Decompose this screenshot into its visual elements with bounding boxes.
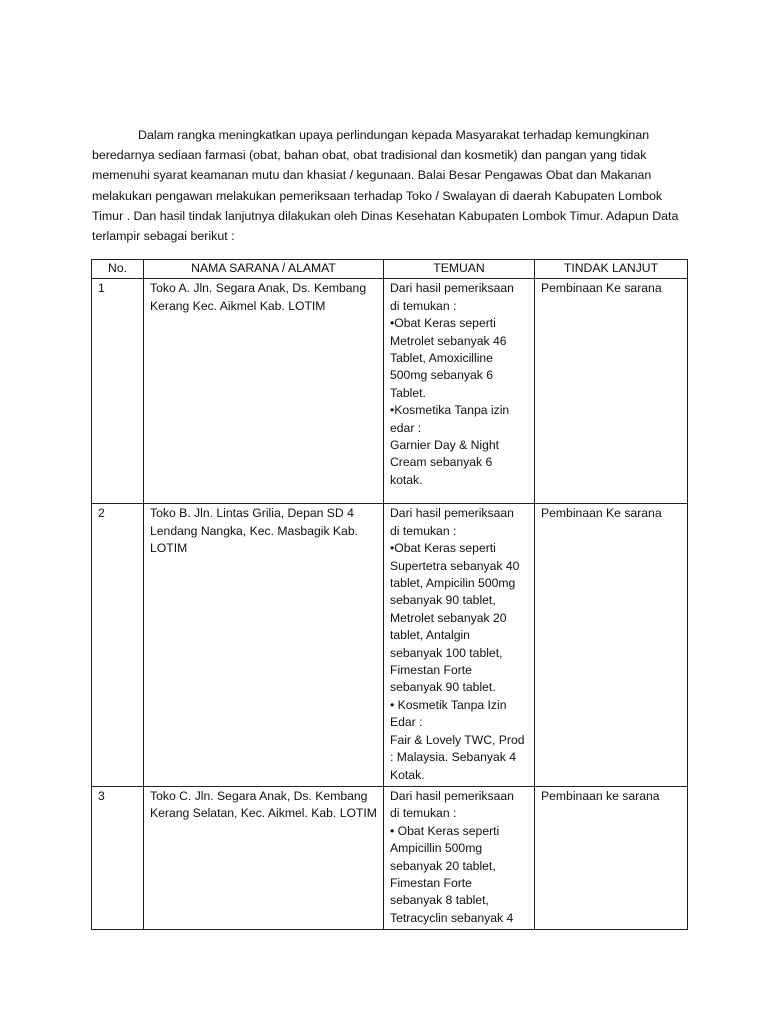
nama-line: Kerang Kec. Aikmel Kab. LOTIM <box>150 298 326 313</box>
intro-paragraph: Dalam rangka meningkatkan upaya perlindungan kepada Masyarakat terhadap kemungkinan beredarnya sediaan farmasi (obat, bahan obat, obat tradisional dan kosmetik) dan pangan yang tidak memenuhi syarat keamanan mutu dan khasiat / kegunaan. Balai Besar Pengawas Obat dan Makanan melakukan pengawan melakukan pemeriksaan terhadap Toko / Swalayan di daerah Kabupaten Lombok Timur . Dan hasil tindak lanjutnya dilakukan oleh Dinas Kesehatan Kabupaten Lombok Timur. Adapun Data terlampir sebagai berikut : <box>92 128 679 244</box>
cell-tindak-lanjut: Pembinaan Ke sarana <box>535 279 688 504</box>
temuan-line: Cream sebanyak 6 <box>390 455 493 470</box>
temuan-line: Metrolet sebanyak 46 <box>390 333 507 348</box>
temuan-line: kotak. <box>390 472 423 487</box>
temuan-line: Dari hasil pemeriksaan <box>390 506 514 521</box>
nama-line: Toko C. Jln. Segara Anak, Ds. Kembang <box>150 788 368 803</box>
cell-nama-sarana <box>144 504 384 787</box>
temuan-line: edar : <box>390 420 422 435</box>
temuan-line: sebanyak 20 tablet, <box>390 858 496 873</box>
cell-tindak-lanjut: Pembinaan ke sarana <box>535 786 688 929</box>
cell-nama-sarana <box>144 786 384 929</box>
temuan-line: Tablet, Amoxicilline <box>390 351 493 366</box>
temuan-line: •Obat Keras seperti <box>390 541 496 556</box>
findings-table <box>91 259 688 930</box>
cell-temuan <box>384 786 535 929</box>
temuan-line: sebanyak 8 tablet, <box>390 893 489 908</box>
temuan-line: Dari hasil pemeriksaan <box>390 281 514 296</box>
temuan-line: di temukan : <box>390 523 457 538</box>
table-header-row <box>92 260 688 279</box>
nama-line: Kerang Selatan, Kec. Aikmel. Kab. LOTIM <box>150 806 377 821</box>
cell-no: 3 <box>92 786 144 929</box>
cell-temuan <box>384 504 535 787</box>
temuan-line: Fimestan Forte <box>390 875 472 890</box>
table-row <box>92 786 688 929</box>
temuan-line: Metrolet sebanyak 20 <box>390 610 507 625</box>
temuan-line: Tetracyclin sebanyak 4 <box>390 910 514 925</box>
nama-line: Lendang Nangka, Kec. Masbagik Kab. <box>150 523 359 538</box>
temuan-line: Fimestan Forte <box>390 663 472 678</box>
nama-line: Toko B. Jln. Lintas Grilia, Depan SD 4 <box>150 506 354 521</box>
cell-nama-sarana <box>144 279 384 504</box>
header-no: No. <box>92 260 144 279</box>
temuan-line: di temukan : <box>390 806 457 821</box>
temuan-line: • Kosmetik Tanpa Izin <box>390 697 507 712</box>
cell-tindak-lanjut: Pembinaan Ke sarana <box>535 504 688 787</box>
temuan-line: • Obat Keras seperti <box>390 823 500 838</box>
nama-line: Toko A. Jln. Segara Anak, Ds. Kembang <box>150 281 367 296</box>
temuan-line: Supertetra sebanyak 40 <box>390 558 520 573</box>
temuan-line: : Malaysia. Sebanyak 4 <box>390 750 517 765</box>
temuan-line: •Obat Keras seperti <box>390 316 496 331</box>
header-tindak-lanjut: TINDAK LANJUT <box>535 260 688 279</box>
header-temuan: TEMUAN <box>384 260 535 279</box>
cell-temuan <box>384 279 535 504</box>
temuan-line: sebanyak 90 tablet. <box>390 680 496 695</box>
temuan-line: sebanyak 90 tablet, <box>390 593 496 608</box>
temuan-line: Garnier Day & Night <box>390 438 500 453</box>
temuan-line: Fair & Lovely TWC, Prod <box>390 732 525 747</box>
temuan-line: tablet, Ampicilin 500mg <box>390 576 516 591</box>
table-row <box>92 279 688 504</box>
cell-no: 1 <box>92 279 144 504</box>
cell-no: 2 <box>92 504 144 787</box>
temuan-line: di temukan : <box>390 298 457 313</box>
temuan-line: Kotak. <box>390 767 425 782</box>
temuan-line: •Kosmetika Tanpa izin <box>390 403 510 418</box>
temuan-line: Ampicillin 500mg <box>390 841 483 856</box>
temuan-line: tablet, Antalgin <box>390 628 470 643</box>
table-row <box>92 504 688 787</box>
temuan-line: 500mg sebanyak 6 <box>390 368 493 383</box>
nama-line: LOTIM <box>150 541 188 556</box>
temuan-line: Tablet. <box>390 385 426 400</box>
temuan-line: Edar : <box>390 715 423 730</box>
temuan-line: sebanyak 100 tablet, <box>390 645 503 660</box>
header-nama-sarana: NAMA SARANA / ALAMAT <box>144 260 384 279</box>
temuan-line: Dari hasil pemeriksaan <box>390 788 514 803</box>
